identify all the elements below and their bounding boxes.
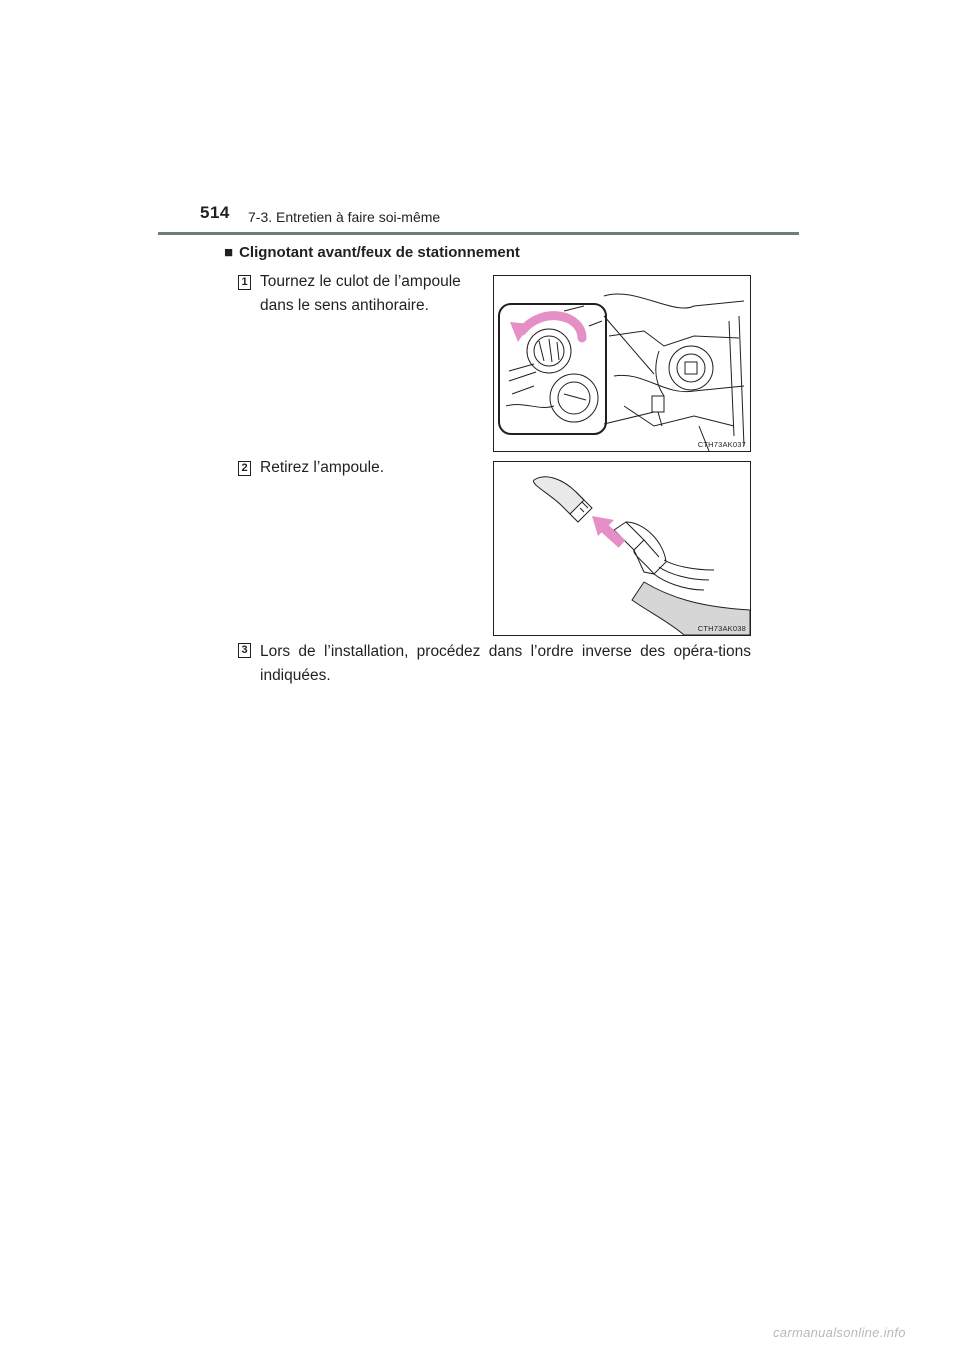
square-bullet-icon: ■ <box>224 244 234 261</box>
bulb-socket-rotate-illustration <box>494 276 750 451</box>
figure-code: CTH73AK038 <box>697 624 746 633</box>
figure-code: CTH73AK037 <box>697 440 746 449</box>
step-text-1: Tournez le culot de l’ampoule dans le sens antihoraire. <box>260 273 461 314</box>
watermark: carmanualsonline.info <box>773 1325 906 1340</box>
rotate-arrow-icon <box>522 316 582 338</box>
step-number-1: 1 <box>238 275 251 290</box>
step-number-3: 3 <box>238 643 251 658</box>
figure-bulb-removal <box>493 461 751 636</box>
step-text-2: Retirez l’ampoule. <box>260 459 385 476</box>
page-number: 514 <box>200 203 230 222</box>
step-number-2: 2 <box>238 461 251 476</box>
subsection-title: Clignotant avant/feux de stationnement <box>239 244 520 261</box>
subsection-heading <box>224 244 520 261</box>
step-text-3: Lors de l’installation, procédez dans l’ordre inverse des opéra-tions indiquées. <box>260 643 751 684</box>
bulb-removal-illustration <box>494 462 750 635</box>
section-title: 7-3. Entretien à faire soi-même <box>248 209 441 225</box>
header-divider <box>158 232 799 235</box>
figure-bulb-socket-rotate <box>493 275 751 452</box>
